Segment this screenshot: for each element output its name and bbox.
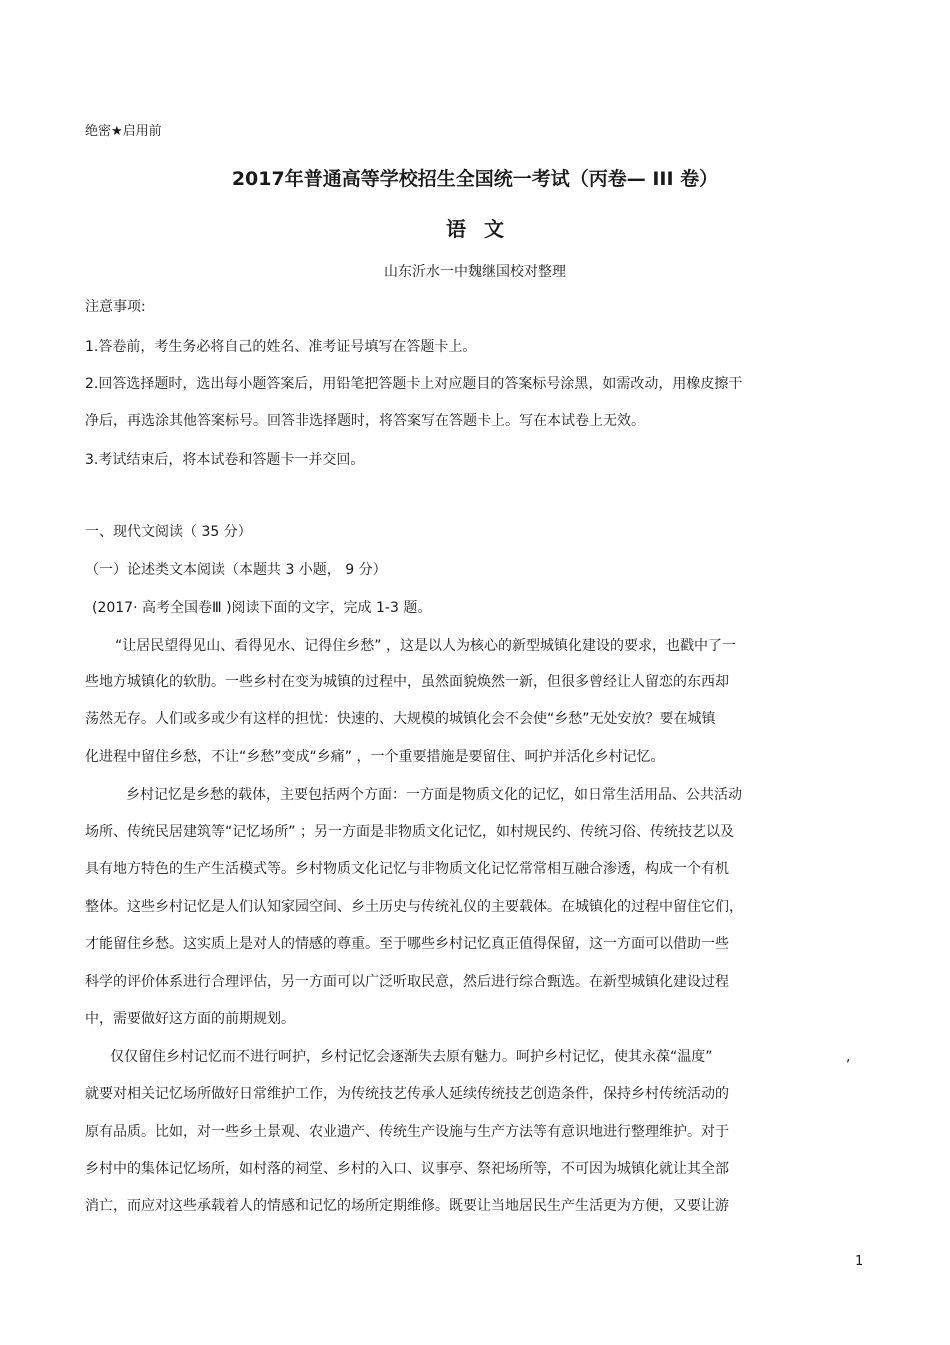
passage-line: 乡村中的集体记忆场所，如村落的祠堂、乡村的入口、议事亭、祭祀场所等，不可因为城镇化就让其全部	[85, 1161, 729, 1177]
passage-line: 具有地方特色的生产生活模式等。乡村物质文化记忆与非物质文化记忆常常相互融合渗透，构成一个有机	[85, 861, 729, 877]
passage-line: 仅仅留住乡村记忆而不进行呵护，乡村记忆会逐渐失去原有魅力。呵护乡村记忆，使其永葆“温度”	[110, 1049, 713, 1065]
section-heading: 一、现代文阅读（ 35 分）	[85, 524, 252, 540]
passage-line: 场所、传统民居建筑等“记忆场所” ；另一方面是非物质文化记忆，如村规民约、传统习俗、传统技艺以及	[85, 824, 734, 840]
notice-item: 净后，再选涂其他答案标号。回答非选择题时，将答案写在答题卡上。写在本试卷上无效。	[85, 413, 645, 429]
school-note: 山东沂水一中魏继国校对整理	[384, 264, 566, 280]
notice-item: 1.答卷前，考生务必将自己的姓名、准考证号填写在答题卡上。	[85, 339, 477, 355]
passage-line: 化进程中留住乡愁，不让“乡愁”变成“乡痛” ，一个重要措施是要留住、呵护并活化乡村记忆。	[85, 749, 665, 765]
passage-line: 荡然无存。人们或多或少有这样的担忧：快速的、大规模的城镇化会不会使“乡愁”无处安放？要在城镇	[85, 711, 716, 727]
passage-line: 原有品质。比如，对一些乡土景观、农业遗产、传统生产设施与生产方法等有意识地进行整理维护。对于	[85, 1124, 729, 1140]
passage-line: 科学的评价体系进行合理评估，另一方面可以广泛听取民意，然后进行综合甄选。在新型城镇化建设过程	[85, 974, 729, 990]
page-number: 1	[855, 1254, 864, 1269]
passage-line: 消亡，而应对这些承载着人的情感和记忆的场所定期维修。既要让当地居民生产生活更为方便，又要让游	[85, 1198, 729, 1214]
passage-line: 些地方城镇化的软肋。一些乡村在变为城镇的过程中，虽然面貌焕然一新，但很多曾经让人留恋的东西却	[85, 674, 729, 690]
passage-line: 才能留住乡愁。这实质上是对人的情感的尊重。至于哪些乡村记忆真正值得保留，这一方面可以借助一些	[85, 936, 729, 952]
subject-title: 语文	[446, 217, 522, 241]
passage-line: 整体。这些乡村记忆是人们认知家园空间、乡土历史与传统礼仪的主要载体。在城镇化的过程中留住它们，	[85, 899, 743, 915]
secret-mark: 绝密★启用前	[85, 124, 162, 139]
notice-heading: 注意事项:	[85, 299, 146, 315]
passage-line: 中，需要做好这方面的前期规划。	[85, 1011, 295, 1027]
passage-line: “让居民望得见山、看得见水、记得住乡愁” ，这是以人为核心的新型城镇化建设的要求，也戳中了一	[115, 638, 736, 654]
exam-title: 2017年普通高等学校招生全国统一考试（丙卷— III 卷）	[231, 168, 719, 190]
notice-item: 2.回答选择题时，选出每小题答案后，用铅笔把答题卡上对应题目的答案标号涂黑，如需改动，用橡皮擦干	[85, 376, 743, 392]
passage-line: 就要对相关记忆场所做好日常维护工作，为传统技艺传承人延续传统技艺创造条件，保持乡村传统活动的	[85, 1086, 729, 1102]
section-instruction: (2017· 高考全国卷Ⅲ )阅读下面的文字，完成 1-3 题。	[92, 600, 432, 616]
section-subheading: （一）论述类文本阅读（本题共 3 小题， 9 分）	[85, 562, 387, 578]
notice-item: 3.考试结束后，将本试卷和答题卡一并交回。	[85, 452, 365, 468]
stray-comma: ,	[846, 1049, 851, 1065]
passage-line: 乡村记忆是乡愁的载体，主要包括两个方面：一方面是物质文化的记忆，如日常生活用品、公共活动	[126, 787, 742, 803]
